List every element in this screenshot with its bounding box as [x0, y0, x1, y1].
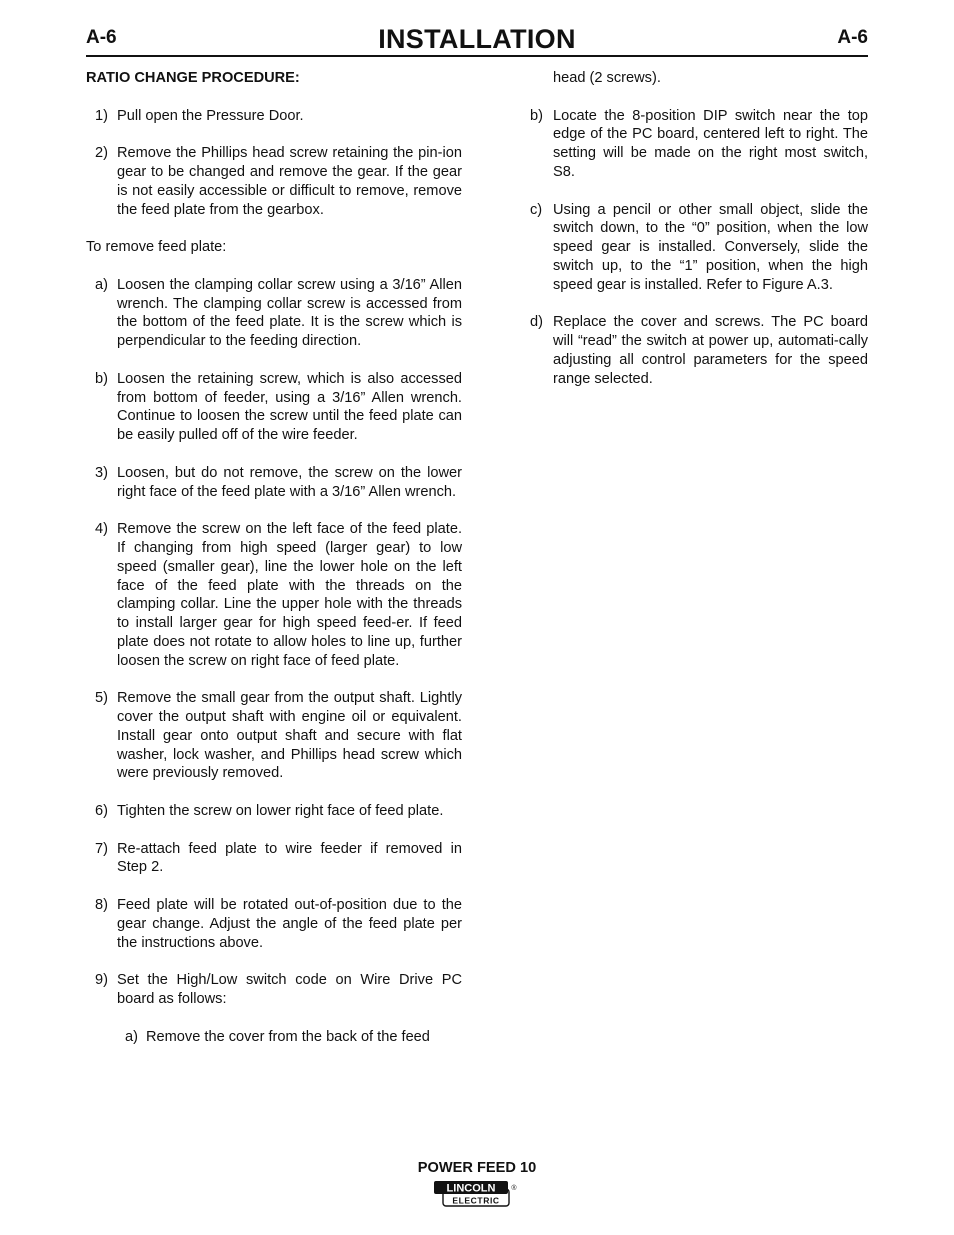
list-item [116, 1028, 462, 1047]
list-text: Remove the small gear from the output shaft. Lightly cover the output shaft with engine oil or equivalent. Install gear onto output shaft and secure with flat washer, lock washer, and Phillips head screw which were previously removed. [117, 690, 462, 782]
list-number: 2) [95, 145, 108, 162]
list-item [86, 107, 462, 126]
list-item [86, 370, 462, 445]
logo-text-lincoln: LINCOLN [446, 1182, 496, 1195]
list-item [86, 689, 462, 783]
list-number: b) [530, 107, 543, 124]
list-text: Locate the 8-position DIP switch near the top edge of the PC board, centered left to right. The setting will be made on the right most switch, S8. [553, 107, 868, 180]
list-item [86, 144, 462, 219]
list-text: Pull open the Pressure Door. [117, 107, 304, 124]
steps-group-b [86, 464, 462, 1009]
list-number: a) [95, 276, 108, 293]
list-text: Tighten the screw on lower right face of feed plate. [117, 803, 444, 820]
list-text: Remove the screw on the left face of the feed plate. If changing from high speed (larger gear) to low speed (smaller gear), line the lower hole on the left face of the feed plate with the threads on the clamping collar. Line the upper hole with the threads to install larger gear for high speed feed-er. If feed plate does not rotate to allow holes to line up, further loosen the screw on right face of feed plate. [117, 521, 462, 669]
page-title: INSTALLATION [378, 24, 576, 54]
subheading: To remove feed plate: [86, 239, 227, 256]
list-number: 8) [95, 897, 108, 914]
left-column [86, 69, 462, 1065]
list-text: Replace the cover and screws. The PC board will “read” the switch at power up, automati-cally adjusting all control parameters for the speed range selected. [553, 314, 868, 387]
list-item [86, 802, 462, 821]
list-item [530, 107, 868, 182]
list-number: c) [530, 201, 543, 218]
list-item [530, 201, 868, 295]
list-item [86, 840, 462, 878]
product-name: POWER FEED 10 [417, 1160, 537, 1176]
list-number: 7) [95, 840, 108, 857]
right-column [530, 69, 868, 407]
list-item [86, 971, 462, 1009]
list-text: Loosen the retaining screw, which is also accessed from bottom of feeder, using a 3/16” Allen wrench. Continue to loosen the screw until the feed plate can be easily pulled off of the wire feeder. [117, 370, 462, 444]
page-code-left: A-6 [86, 27, 117, 48]
list-number: b) [95, 370, 108, 387]
logo-text-electric: ELECTRIC [452, 1195, 500, 1206]
list-text: Using a pencil or other small object, slide the switch down, to the “0” position, when the low speed gear is installed. Conversely, slide the switch up, to the “1” position, when the high speed gear is installed. Refer to Figure A.3. [553, 201, 868, 293]
list-number: d) [530, 314, 543, 331]
list-number: 4) [95, 521, 108, 538]
list-number: 1) [95, 107, 108, 124]
list-text: Re-attach feed plate to wire feeder if removed in Step 2. [117, 840, 462, 876]
list-number: 9) [95, 972, 108, 989]
feed-plate-steps [86, 276, 462, 445]
list-number: a) [125, 1028, 138, 1045]
list-item [530, 313, 868, 388]
list-text: Loosen, but do not remove, the screw on the lower right face of the feed plate with a 3/16” Allen wrench. [117, 464, 462, 500]
lincoln-electric-logo [433, 1180, 519, 1208]
list-item [86, 520, 462, 670]
list-text: Remove the cover from the back of the feed [146, 1028, 430, 1045]
list-number: 6) [95, 803, 108, 820]
section-heading: RATIO CHANGE PROCEDURE: [86, 70, 300, 86]
list-text: Loosen the clamping collar screw using a 3/16” Allen wrench. The clamping collar screw is accessed from the bottom of the feed plate. It is the screw which is perpendicular to the feeding direction. [117, 276, 462, 350]
list-item [86, 276, 462, 351]
registered-mark: ® [511, 1185, 517, 1192]
steps-group-a [86, 107, 462, 220]
list-item [86, 896, 462, 952]
list-number: 3) [95, 464, 108, 481]
list-text: Feed plate will be rotated out-of-position due to the gear change. Adjust the angle of the feed plate per the instructions above. [117, 897, 462, 951]
continued-text: head (2 screws). [553, 70, 661, 86]
page-code-right: A-6 [837, 27, 868, 48]
list-number: 5) [95, 690, 108, 707]
list-text: Set the High/Low switch code on Wire Drive PC board as follows: [117, 972, 462, 1008]
list-text: Remove the Phillips head screw retaining the pin-ion gear to be changed and remove the gear. If the gear is not easily accessible or difficult to remove, remove the feed plate from the gearbox. [117, 145, 462, 218]
header-rule [86, 55, 868, 57]
list-item [86, 464, 462, 502]
